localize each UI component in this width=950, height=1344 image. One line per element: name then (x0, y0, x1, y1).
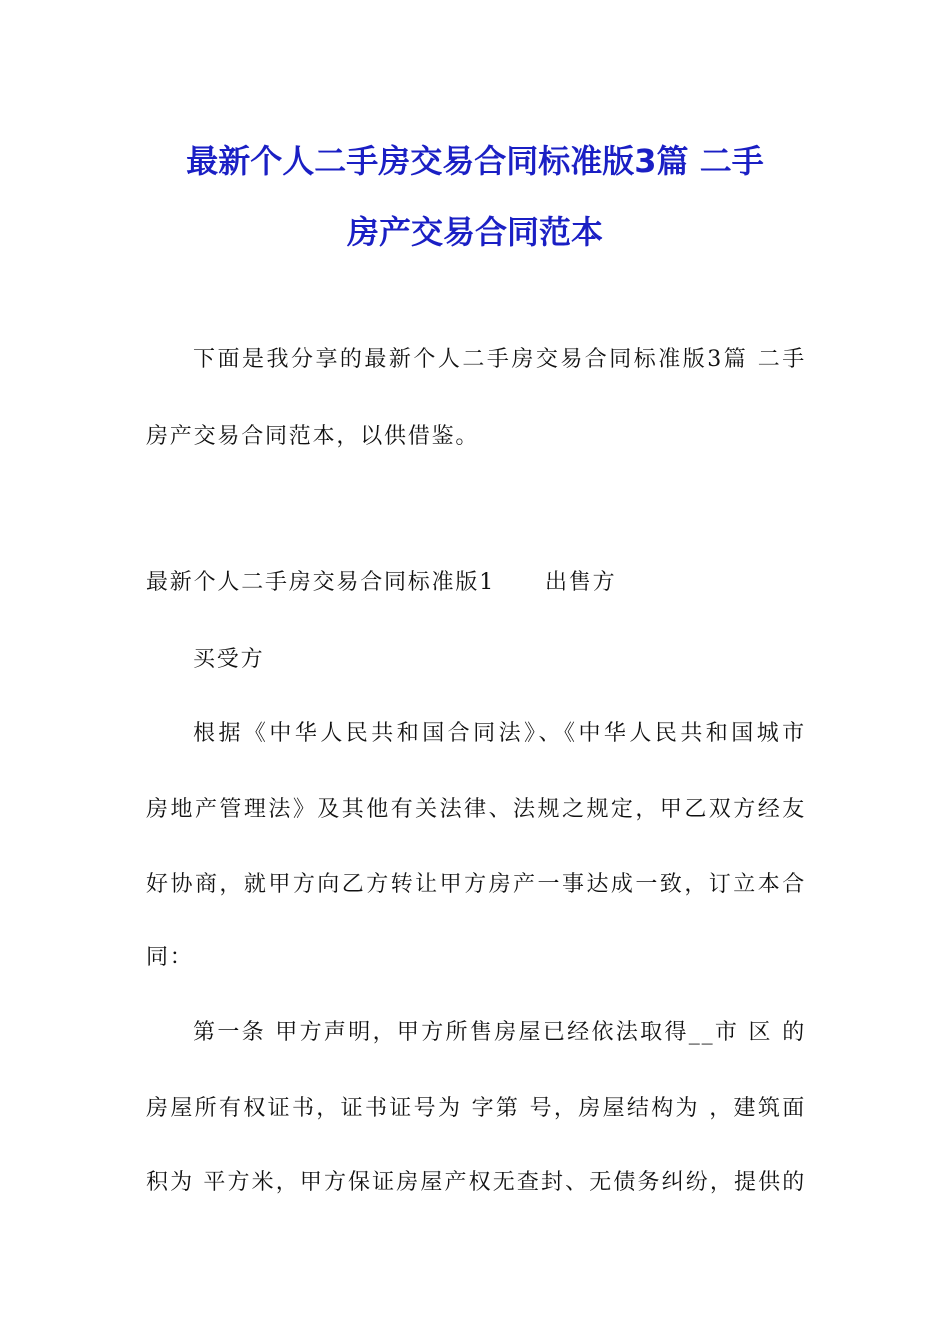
para2-line-1: 第一条 甲方声明，甲方所售房屋已经依法取得__市 区 的 (193, 1020, 806, 1045)
document-title-line-2: 房产交易合同范本 (346, 213, 603, 251)
section-heading (146, 568, 806, 598)
para1-line-4: 同： (146, 945, 194, 970)
document-title-line-1: 最新个人二手房交易合同标准版3篇 二手 (186, 142, 764, 180)
para2-line-3: 积为 平方米，甲方保证房屋产权无查封、无债务纠纷，提供的 (146, 1170, 806, 1195)
intro-line-2: 房产交易合同范本，以供借鉴。 (146, 424, 480, 449)
para2-line-2: 房屋所有权证书，证书证号为 字第 号，房屋结构为 ，建筑面 (146, 1096, 806, 1121)
para1-line-3: 好协商，就甲方向乙方转让甲方房产一事达成一致，订立本合 (146, 872, 806, 897)
intro-line-1: 下面是我分享的最新个人二手房交易合同标准版3篇 二手 (193, 347, 806, 372)
seller-label: 出售方 (545, 570, 617, 595)
buyer-label: 买受方 (193, 647, 265, 672)
section-heading-title: 最新个人二手房交易合同标准版1 (146, 570, 495, 595)
para1-line-1: 根据《中华人民共和国合同法》、《中华人民共和国城市 (193, 721, 806, 746)
para1-line-2: 房地产管理法》及其他有关法律、法规之规定，甲乙双方经友 (146, 797, 806, 822)
